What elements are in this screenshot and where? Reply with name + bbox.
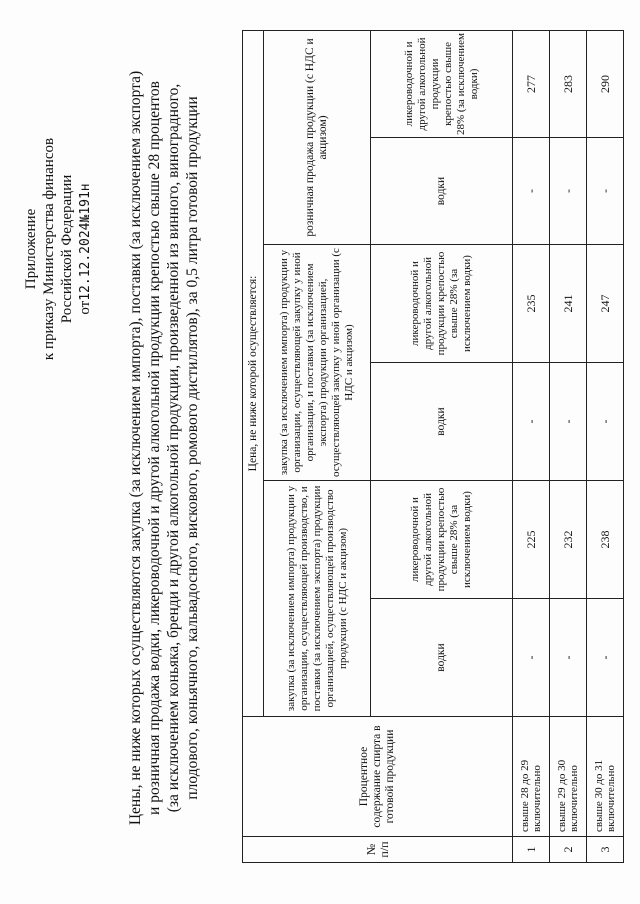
- price-header: Цена, не ниже которой осуществляется:: [243, 30, 264, 716]
- sub-header-vodka: водки: [371, 363, 513, 481]
- cell-producer-vodka: -: [513, 599, 550, 717]
- table-row: [550, 30, 587, 862]
- cell-reseller-vodka: -: [587, 363, 624, 481]
- cell-producer-vodka: -: [587, 599, 624, 717]
- group-header-reseller: закупка (за исключением импорта) продукции у организации, осуществляющей закупку у иной организации, и поставки (за исключением экспорта) продукции организацией, осуществляющей закупку у иной организации (с НДС и акцизом): [264, 245, 371, 481]
- col-header-number: № п/п: [243, 837, 513, 863]
- title-line-2: и розничная продажа водки, ликероводочной и другой алкогольной продукции крепостью свыше 28 процентов: [146, 81, 163, 815]
- row-number: 3: [587, 837, 624, 863]
- title-line-1: Цены, не ниже которых осуществляются закупка (за исключением импорта), поставки (за исключением экспорта): [127, 70, 144, 826]
- cell-producer-liqueur: 225: [513, 481, 550, 599]
- order-date: 12.12.2024: [78, 222, 93, 301]
- group-header-retail: розничная продажа продукции (с НДС и акцизом): [264, 30, 371, 244]
- row-range: свыше 29 до 30 включительно: [550, 717, 587, 837]
- cell-retail-vodka: -: [550, 138, 587, 245]
- cell-retail-vodka: -: [587, 138, 624, 245]
- cell-reseller-liqueur: 235: [513, 245, 550, 363]
- cell-retail-liqueur: 277: [513, 30, 550, 137]
- row-range: свыше 28 до 29 включительно: [513, 717, 550, 837]
- row-number: 1: [513, 837, 550, 863]
- cell-reseller-vodka: -: [550, 363, 587, 481]
- sub-header-liqueur: ликероводочной и другой алкогольной продукции крепостью свыше 28% (за исключением водки): [371, 245, 513, 363]
- row-range: свыше 30 до 31 включительно: [587, 717, 624, 837]
- sub-header-liqueur: ликероводочной и другой алкогольной продукции крепостью свыше 28% (за исключением водки): [371, 481, 513, 599]
- cell-retail-liqueur: 283: [550, 30, 587, 137]
- document-title: [126, 63, 202, 833]
- cell-producer-liqueur: 232: [550, 481, 587, 599]
- cell-reseller-liqueur: 241: [550, 245, 587, 363]
- cell-reseller-vodka: -: [513, 363, 550, 481]
- federation-label: Российской Федерации: [59, 174, 75, 324]
- title-line-4: плодового, коньячного, кальвадосного, вискового, ромового дистиллятов), за 0,5 литра готовой продукции: [184, 96, 201, 800]
- sub-header-liqueur: ликероводочной и другой алкогольной продукции крепостью свыше 28% (за исключением водки): [371, 30, 513, 137]
- cell-retail-vodka: -: [513, 138, 550, 245]
- table-row: [513, 30, 550, 862]
- title-line-3: (за исключением коньяка, бренди и другой алкогольной продукции, произведенной из винного, виноградного,: [165, 83, 182, 813]
- table-row: [587, 30, 624, 862]
- group-header-producer: закупка (за исключением импорта) продукции у организации, осуществляющей производство, и поставки (за исключением экспорта) продукции организацией, осуществляющей производство продукции (с НДС и акцизом): [264, 481, 371, 717]
- date-prefix: от: [77, 300, 93, 315]
- cell-reseller-liqueur: 247: [587, 245, 624, 363]
- cell-retail-liqueur: 290: [587, 30, 624, 137]
- cell-producer-vodka: -: [550, 599, 587, 717]
- order-number: №191н: [78, 183, 93, 223]
- sub-header-vodka: водки: [371, 599, 513, 717]
- appendix-header: [22, 99, 95, 399]
- sub-header-vodka: водки: [371, 138, 513, 245]
- row-number: 2: [550, 837, 587, 863]
- rotated-content: [10, 13, 630, 893]
- cell-producer-liqueur: 238: [587, 481, 624, 599]
- col-header-percent: Процентное содержание спирта в готовой продукции: [243, 717, 513, 837]
- order-ref: к приказу Министерства финансов: [41, 137, 57, 361]
- order-date-line: [76, 99, 95, 399]
- price-table: [242, 30, 624, 863]
- appendix-label: Приложение: [23, 208, 39, 290]
